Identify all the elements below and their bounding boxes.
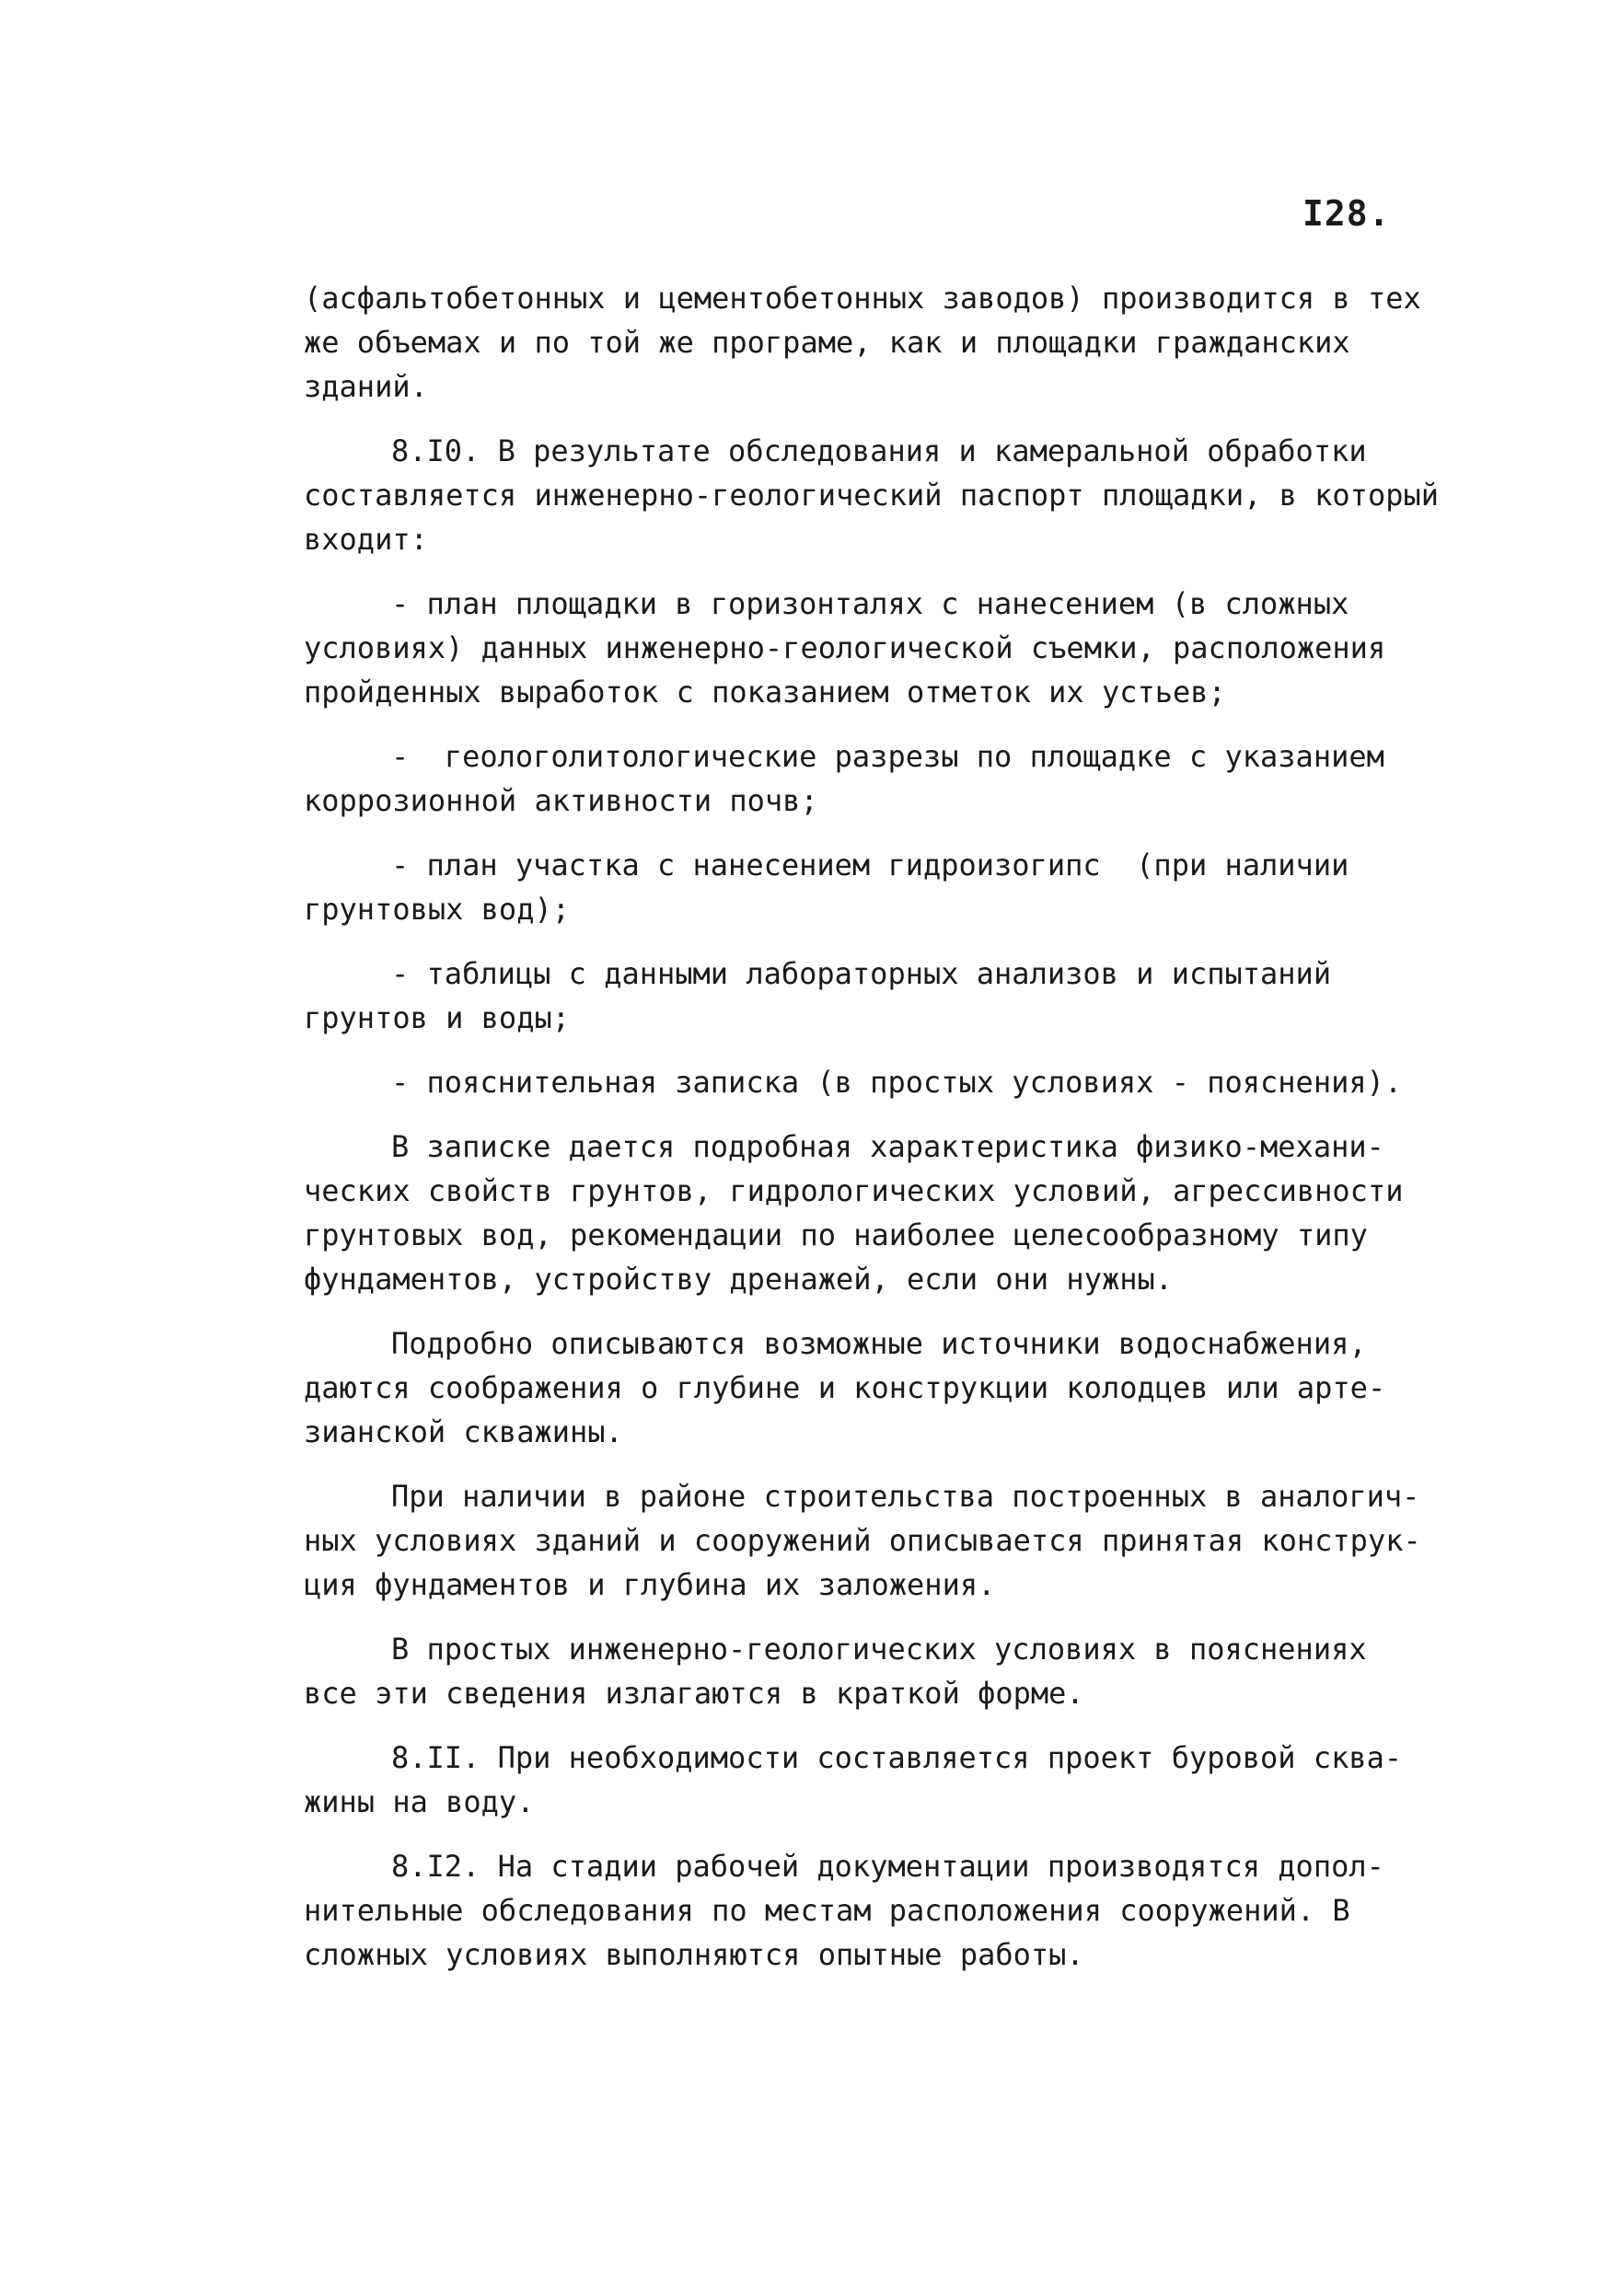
paragraph [304,429,1500,561]
text-line: грунтовых вод, рекомендации по наиболее целесообразному типу [304,1217,1368,1252]
text-line: жины на воду. [304,1784,535,1819]
body-text [304,276,1500,1997]
text-line: нительные обследования по местам расположения сооружений. В [304,1893,1350,1928]
paragraph [304,952,1500,1040]
text-line: же объемах и по той же програме, как и площадки гражданских [304,325,1350,360]
text-line: даются соображения о глубине и конструкции колодцев или арте- [304,1370,1386,1405]
paragraph [304,1060,1500,1104]
text-line: - план участка с нанесением гидроизогипс (при наличии [391,848,1349,883]
text-line: зианской скважины. [304,1414,623,1449]
text-line: составляется инженерно-геологический паспорт площадки, в который [304,478,1439,513]
text-line: грунтов и воды; [304,1000,570,1035]
page-number: I28. [1302,193,1391,234]
text-line: сложных условиях выполняются опытные работы. [304,1937,1084,1972]
paragraph [304,1844,1500,1977]
text-line: входит: [304,522,428,557]
text-line: коррозионной активности почв; [304,783,818,818]
text-line: все эти сведения излагаются в краткой форме. [304,1676,1084,1711]
text-line: (асфальтобетонных и цементобетонных заводов) производится в тех [304,281,1421,316]
text-line: грунтовых вод); [304,892,570,927]
text-line: ных условиях зданий и сооружений описывается принятая конструк- [304,1523,1421,1558]
text-line: условиях) данных инженерно-геологической съемки, расположения [304,630,1386,665]
text-line: - таблицы с данными лабораторных анализов и испытаний [391,956,1332,991]
paragraph [304,1125,1500,1301]
text-line: ческих свойств грунтов, гидрологических условий, агрессивности [304,1173,1404,1208]
text-line: 8.II. При необходимости составляется проект буровой сква- [391,1740,1403,1775]
text-line: Подробно описываются возможные источники водоснабжения, [391,1326,1367,1361]
text-line: - геологолитологические разрезы по площадке с указанием [391,739,1384,774]
text-line: - план площадки в горизонталях с нанесением (в сложных [391,586,1349,621]
text-line: В записке дается подробная характеристика физико-механи- [391,1129,1384,1164]
text-line: ция фундаментов и глубина их заложения. [304,1567,996,1602]
paragraph [304,1627,1500,1715]
text-line: 8.I0. В результате обследования и камеральной обработки [391,433,1367,468]
paragraph [304,582,1500,714]
text-line: пройденных выработок с показанием отметок их устьев; [304,675,1226,710]
paragraph [304,734,1500,823]
text-line: 8.I2. На стадии рабочей документации производятся допол- [391,1849,1384,1884]
text-line: При наличии в районе строительства построенных в аналогич- [391,1479,1420,1514]
paragraph [304,1736,1500,1824]
text-line: фундаментов, устройству дренажей, если они нужны. [304,1262,1174,1297]
text-line: В простых инженерно-геологических условиях в пояснениях [391,1632,1367,1667]
paragraph [304,1321,1500,1454]
text-line: зданий. [304,369,428,404]
text-line: - пояснительная записка (в простых условиях - пояснения). [391,1065,1403,1100]
paragraph [304,1474,1500,1607]
paragraph [304,276,1500,409]
paragraph [304,843,1500,931]
